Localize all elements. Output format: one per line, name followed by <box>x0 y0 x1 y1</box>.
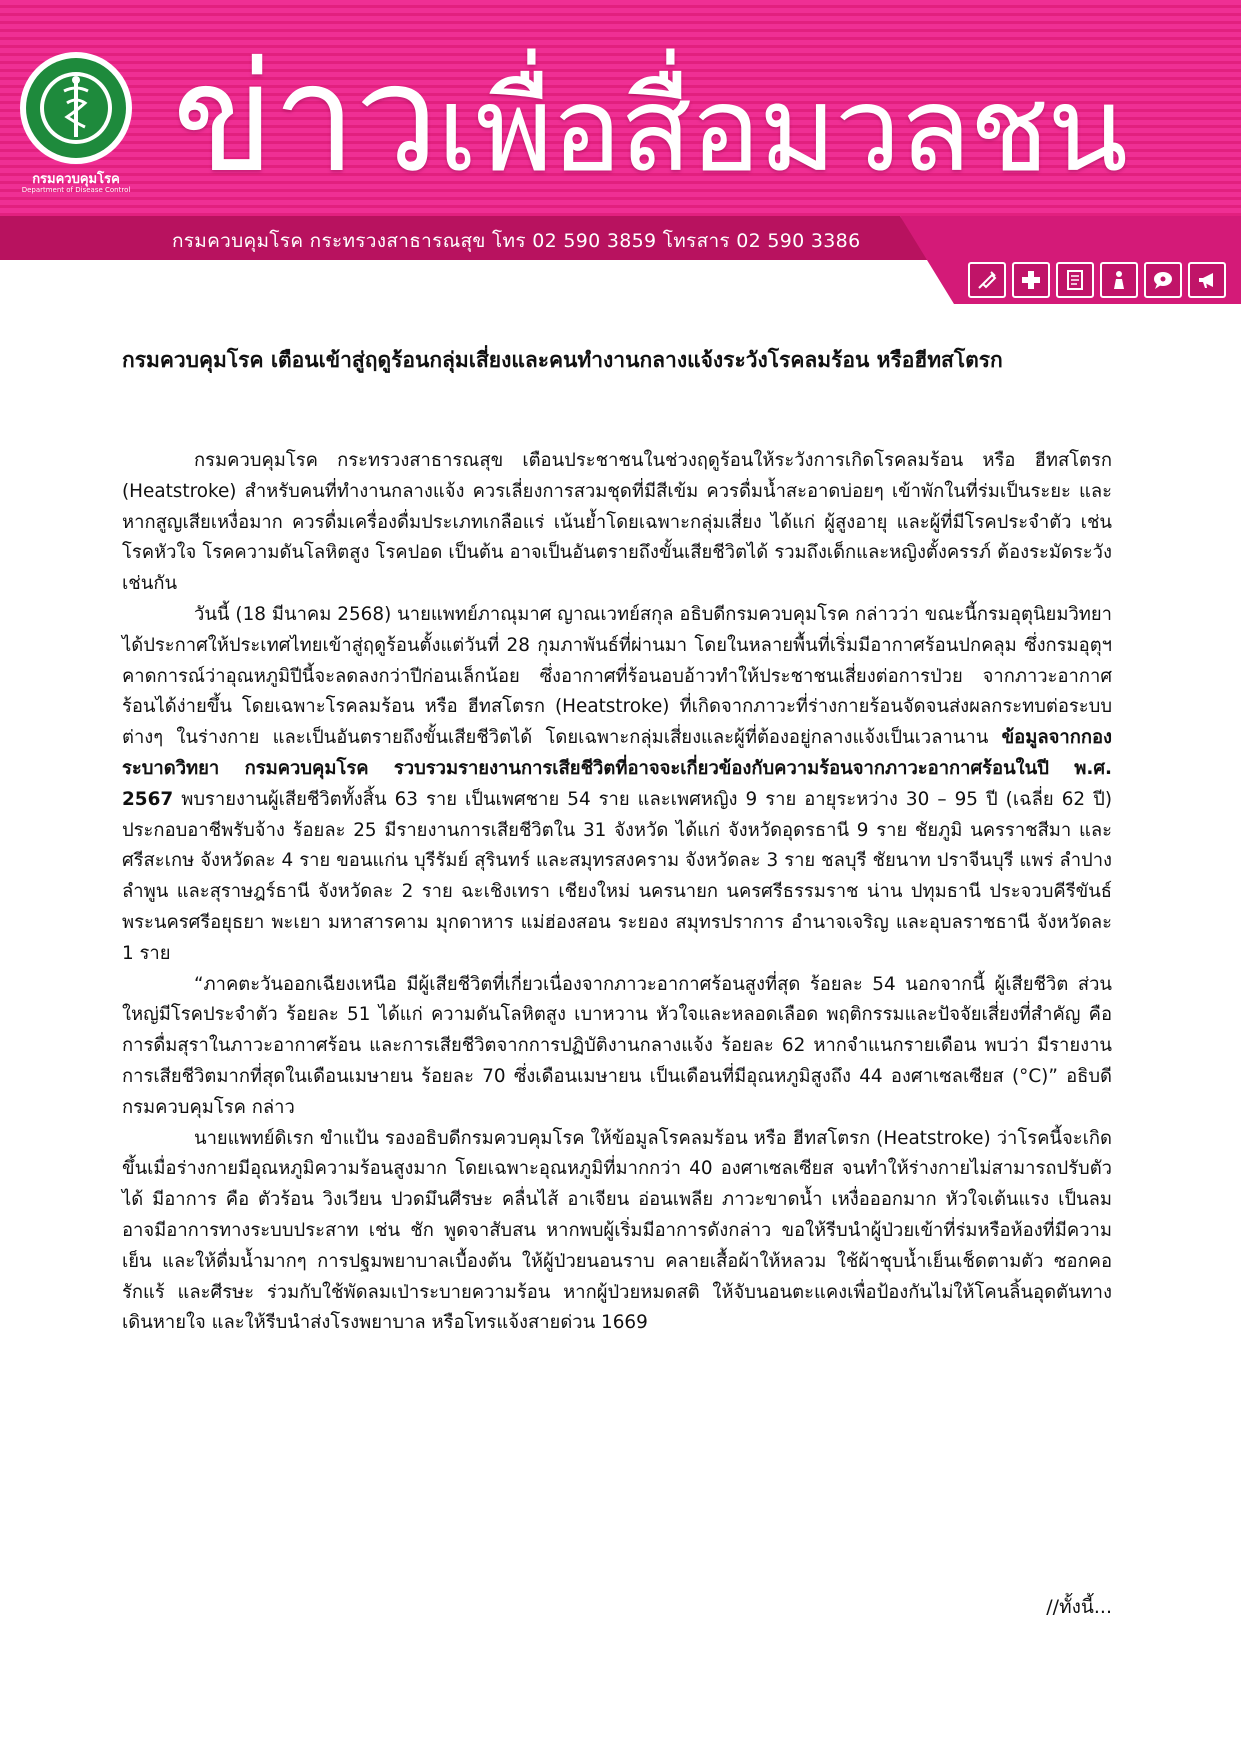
masthead-part-news: ข่าว <box>172 32 437 206</box>
article-headline: กรมควบคุมโรค เตือนเข้าสู่ฤดูร้อนกลุ่มเสี่ยงและคนทำงานกลางแจ้งระวังโรคลมร้อน หรือฮีทสโตรก <box>122 348 1003 372</box>
person-icon <box>1100 262 1138 298</box>
masthead-part-media: เพื่อสื่อมวลชน <box>437 60 1126 198</box>
medical-cross-icon <box>1012 262 1050 298</box>
ministry-seal-icon <box>23 55 129 161</box>
paragraph-intro: กรมควบคุมโรค กระทรวงสาธารณสุข เตือนประชาชนในช่วงฤดูร้อนให้ระวังการเกิดโรคลมร้อน หรือ ฮีทสโตรก (Heatstroke) สำหรับคนที่ทำงานกลางแจ้ง ควรเลี่ยงการสวมชุดที่มีสีเข้ม ควรดื่มน้ำสะอาดบ่อยๆ เข้าพักในที่ร่มเป็นระยะ และหากสูญเสียเหงื่อมาก ควรดื่มเครื่องดื่มประเภทเกลือแร่ เน้นย้ำโดยเฉพาะกลุ่มเสี่ยง ได้แก่ ผู้สูงอายุ และผู้ที่มีโรคประจำตัว เช่น โรคหัวใจ โรคความดันโลหิตสูง โรคปอด เป็นต้น อาจเป็นอันตรายถึงขั้นเสียชีวิตได้ รวมถึงเด็กและหญิงตั้งครรภ์ ต้องระมัดระวังเช่นกัน <box>122 450 1112 595</box>
syringe-icon <box>968 262 1006 298</box>
paragraph-statistics-lead: วันนี้ (18 มีนาคม 2568) นายแพทย์ภาณุมาศ ญาณเวทย์สกุล อธิบดีกรมควบคุมโรค กล่าวว่า ขณะนี้กรมอุตุนิยมวิทยาได้ประกาศให้ประเทศไทยเข้าสู่ฤดูร้อนตั้งแต่วันที่ 28 กุมภาพันธ์ที่ผ่านมา โดยในหลายพื้นที่เริ่มมีอากาศร้อนปกคลุม ซึ่งกรมอุตุฯ คาดการณ์ว่าอุณหภูมิปีนี้จะลดลงกว่าปีก่อนเล็กน้อย ซึ่งอากาศที่ร้อนอบอ้าวทำให้ประชาชนเสี่ยงต่อการป่วย จากภาวะอากาศร้อนได้ง่ายขึ้น โดยเฉพาะโรคลมร้อน หรือ ฮีทสโตรก (Heatstroke) ที่เกิดจากภาวะที่ร่างกายร้อนจัดจนส่งผลกระทบต่อระบบต่างๆ ในร่างกาย และเป็นอันตรายถึงขั้นเสียชีวิตได้ โดยเฉพาะกลุ่มเสี่ยงและผู้ที่ต้องอยู่กลางแจ้งเป็นเวลานาน <box>122 603 1112 749</box>
megaphone-icon <box>1188 262 1226 298</box>
paragraph-statistics-detail: พบรายงานผู้เสียชีวิตทั้งสิ้น 63 ราย เป็นเพศชาย 54 ราย และเพศหญิง 9 ราย อายุระหว่าง 30 – 95 ปี (เฉลี่ย 62 ปี) ประกอบอาชีพรับจ้าง ร้อยละ 25 มีรายงานการเสียชีวิตใน 31 จังหวัด ได้แก่ จังหวัดอุดรธานี 9 ราย ชัยภูมิ นครราชสีมา และศรีสะเกษ จังหวัดละ 4 ราย ขอนแก่น บุรีรัมย์ สุรินทร์ และสมุทรสงคราม จังหวัดละ 3 ราย ชลบุรี ชัยนาท ปราจีนบุรี แพร่ ลำปาง ลำพูน และสุราษฎร์ธานี จังหวัดละ 2 ราย ฉะเชิงเทรา เชียงใหม่ นครนายก นครศรีธรรมราช น่าน ปทุมธานี ประจวบคีรีขันธ์ พระนครศรีอยุธยา พะเยา มหาสารคาม มุกดาหาร แม่ฮ่องสอน ระยอง สมุทรปราการ อำนาจเจริญ และอุบลราชธานี จังหวัดละ 1 ราย <box>122 788 1112 964</box>
closing-mark: //ทั้งนี้... <box>1046 1596 1112 1618</box>
ministry-logo <box>20 52 132 164</box>
document-icon <box>1056 262 1094 298</box>
department-contact-line: กรมควบคุมโรค กระทรวงสาธารณสุข โทร 02 590 3859 โทรสาร 02 590 3386 <box>172 230 861 252</box>
paragraph-statistics <box>122 600 1112 970</box>
speech-bubble-icon <box>1144 262 1182 298</box>
paragraph-symptoms: นายแพทย์ดิเรก ขำแป้น รองอธิบดีกรมควบคุมโรค ให้ข้อมูลโรคลมร้อน หรือ ฮีทสโตรก (Heatstroke) ว่าโรคนี้จะเกิดขึ้นเมื่อร่างกายมีอุณหภูมิความร้อนสูงมาก โดยเฉพาะอุณหภูมิที่มากกว่า 40 องศาเซลเซียส จนทำให้ร่างกายไม่สามารถปรับตัวได้ มีอาการ คือ ตัวร้อน วิงเวียน ปวดมึนศีรษะ คลื่นไส้ อาเจียน อ่อนเพลีย ภาวะขาดน้ำ เหงื่อออกมาก หัวใจเต้นแรง เป็นลม อาจมีอาการทางระบบประสาท เช่น ชัก พูดจาสับสน หากพบผู้เริ่มมีอาการดังกล่าว ขอให้รีบนำผู้ป่วยเข้าที่ร่มหรือห้องที่มีความเย็น และให้ดื่มน้ำมากๆ การปฐมพยาบาลเบื้องต้น ให้ผู้ป่วยนอนราบ คลายเสื้อผ้าให้หลวม ใช้ผ้าชุบน้ำเย็นเช็ดตามตัว ซอกคอ รักแร้ และศีรษะ ร่วมกับใช้พัดลมเป่าระบายความร้อน หากผู้ป่วยหมดสติ ให้จับนอนตะแคงเพื่อป้องกันไม่ให้โคนลิ้นอุดตันทางเดินหายใจ และให้รีบนำส่งโรงพยาบาล หรือโทรแจ้งสายด่วน 1669 <box>122 1127 1112 1334</box>
article-body <box>122 446 1112 1339</box>
logo-caption: กรมควบคุมโรค <box>32 172 120 187</box>
paragraph-quote: “ภาคตะวันออกเฉียงเหนือ มีผู้เสียชีวิตที่เกี่ยวเนื่องจากภาวะอากาศร้อนสูงที่สุด ร้อยละ 54 นอกจากนี้ ผู้เสียชีวิต ส่วนใหญ่มีโรคประจำตัว ร้อยละ 51 ได้แก่ ความดันโลหิตสูง เบาหวาน หัวใจและหลอดเลือด พฤติกรรมและปัจจัยเสี่ยงที่สำคัญ คือ การดื่มสุราในภาวะอากาศร้อน และการเสียชีวิตจากการปฏิบัติงานกลางแจ้ง ร้อยละ 62 หากจำแนกรายเดือน พบว่า มีรายงานการเสียชีวิตมากที่สุดในเดือนเมษายน ร้อยละ 70 ซึ่งเดือนเมษายน เป็นเดือนที่มีอุณหภูมิสูงถึง 44 องศาเซลเซียส (°C)” อธิบดีกรมควบคุมโรค กล่าว <box>122 973 1112 1118</box>
header-icon-row <box>968 262 1232 300</box>
masthead-title <box>172 32 1126 206</box>
logo-caption-english: Department of Disease Control <box>21 186 131 194</box>
paragraph-statistics-highlight: ข้อมูลจากกองระบาดวิทยา กรมควบคุมโรค รวบรวมรายงานการเสียชีวิตที่อาจจะเกี่ยวข้องกับความร้อนจากภาวะอากาศร้อนในปี พ.ศ. 2567 <box>122 727 1112 810</box>
